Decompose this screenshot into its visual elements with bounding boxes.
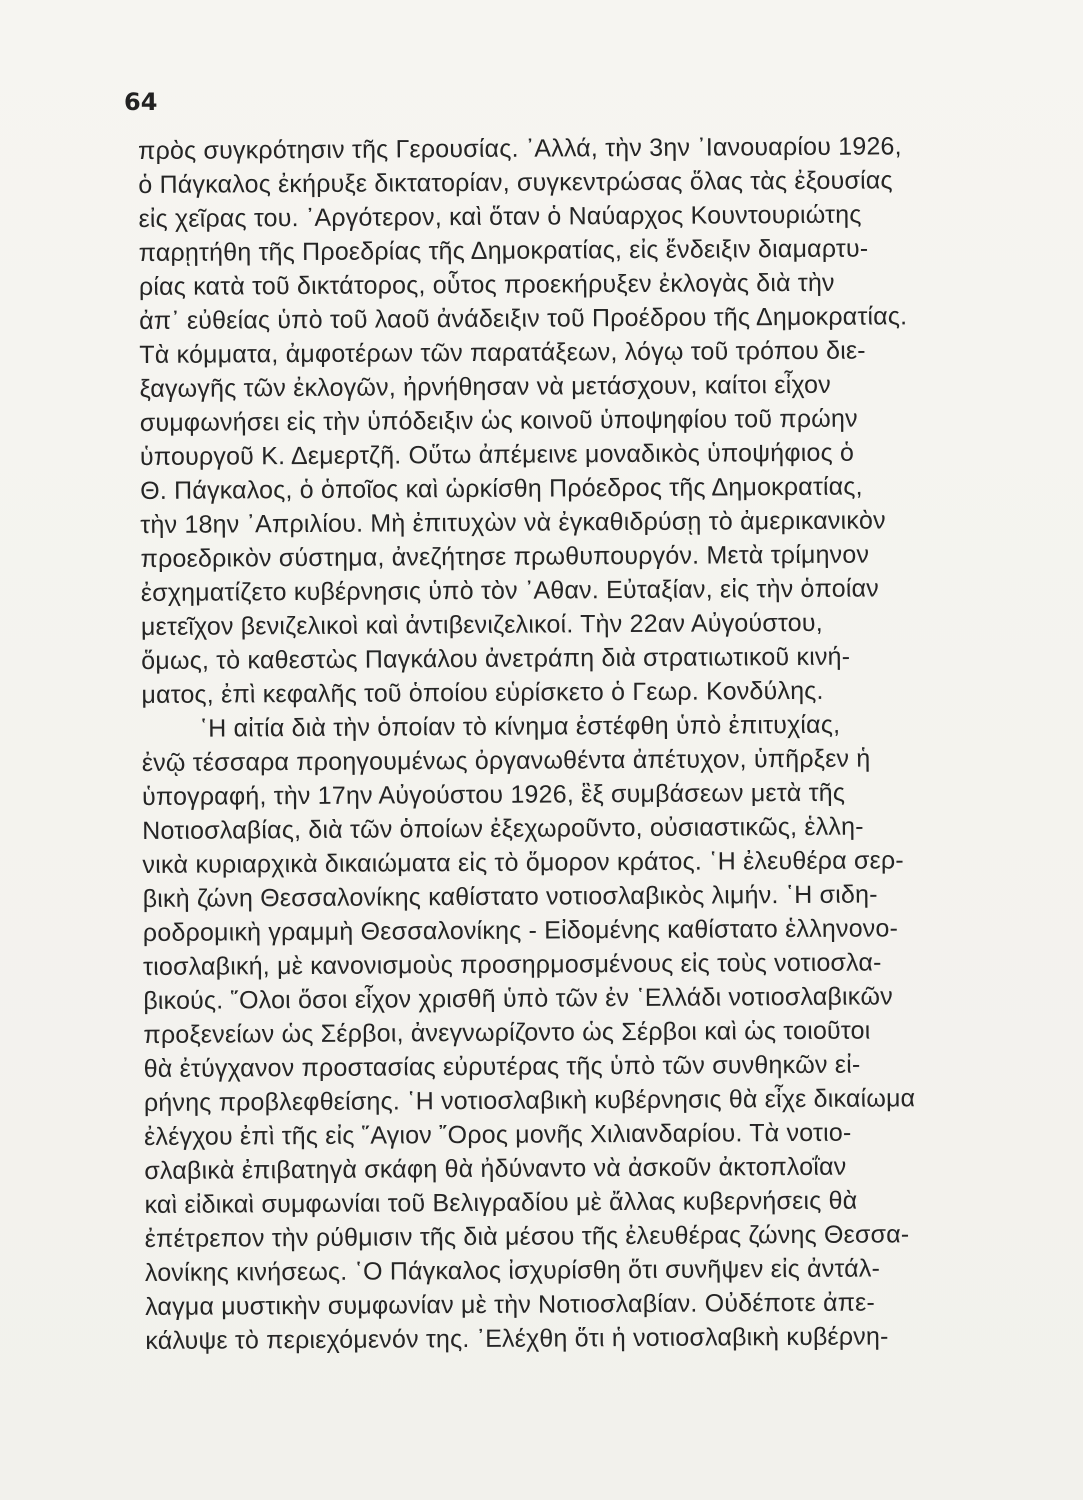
body-line: ὑπογραφή, τὴν 17ην Αὐγούστου 1926, ἓξ συμβάσεων μετὰ τῆς [141,778,846,811]
body-line: προεδρικὸν σύστημα, ἀνεζήτησε πρωθυπουργόν. Μετὰ τρίμηνον [140,540,870,573]
body-line: Τὰ κόμματα, ἀμφοτέρων τῶν παρατάξεων, λόγῳ τοῦ τρόπου διε- [139,336,866,369]
body-line: ὅμως, τὸ καθεστὼς Παγκάλου ἀνετράπη διὰ στρατιωτικοῦ κινή- [141,642,851,675]
body-line: ἐλέγχου ἐπὶ τῆς εἰς ῞Αγιον ῎Ορος μονῆς Χιλιανδαρίου. Τὰ νοτιο- [144,1118,852,1151]
body-line: ἀπ᾿ εὐθείας ὑπὸ τοῦ λαοῦ ἀνάδειξιν τοῦ Προέδρου τῆς Δημοκρατίας. [139,302,908,335]
page-number: 64 [124,88,158,116]
body-line: ρίας κατὰ τοῦ δικτάτορος, οὗτος προεκήρυξεν ἐκλογὰς διὰ τὴν [138,268,835,301]
body-line: συμφωνήσει εἰς τὴν ὑπόδειξιν ὡς κοινοῦ ὑποψηφίου τοῦ πρώην [139,404,858,437]
body-line: καὶ εἰδικαὶ συμφωνίαι τοῦ Βελιγραδίου μὲ ἄλλας κυβερνήσεις θὰ [144,1186,858,1219]
body-line: ξαγωγῆς τῶν ἐκλογῶν, ἠρνήθησαν νὰ μετάσχουν, καίτοι εἶχον [139,370,831,403]
body-line: μετεῖχον βενιζελικοὶ καὶ ἀντιβενιζελικοί. Τὴν 22αν Αὐγούστου, [140,608,823,641]
body-line: νικὰ κυριαρχικὰ δικαιώματα εἰς τὸ ὅμορον κράτος. ῾Η ἐλευθέρα σερ- [142,846,904,879]
paragraph-start-line: ῾Η αἰτία διὰ τὴν ὁποίαν τὸ κίνημα ἐστέφθη ὑπὸ ἐπιτυχίας, [199,710,841,743]
body-line: λονίκης κινήσεως. ῾Ο Πάγκαλος ἰσχυρίσθη ὅτι συνῆψεν εἰς ἀντάλ- [144,1254,881,1287]
body-line: πρὸς συγκρότησιν τῆς Γερουσίας. ᾿Αλλά, τὴν 3ην ᾿Ιανουαρίου 1926, [138,132,902,165]
body-line: ὑπουργοῦ Κ. Δεμερτζῆ. Οὕτω ἀπέμεινε μοναδικὸς ὑποψήφιος ὁ [139,438,855,471]
document-body-text [138,129,990,1358]
body-line: προξενείων ὡς Σέρβοι, ἀνεγνωρίζοντο ὡς Σέρβοι καὶ ὡς τοιοῦτοι [143,1016,871,1049]
body-line: θὰ ἐτύγχανον προστασίας εὐρυτέρας τῆς ὑπὸ τῶν συνθηκῶν εἰ- [143,1050,861,1083]
body-line: βικὴ ζώνη Θεσσαλονίκης καθίστατο νοτιοσλαβικὸς λιμήν. ῾Η σιδη- [142,880,878,913]
body-line: τὴν 18ην ᾿Απριλίου. Μὴ ἐπιτυχὼν νὰ ἐγκαθιδρύσῃ τὸ ἀμερικανικὸν [140,506,886,539]
body-line: λαγμα μυστικὴν συμφωνίαν μὲ τὴν Νοτιοσλαβίαν. Οὐδέποτε ἀπε- [145,1288,876,1321]
body-line: παρῃτήθη τῆς Προεδρίας τῆς Δημοκρατίας, εἰς ἔνδειξιν διαμαρτυ- [138,234,869,267]
body-line: ἐπέτρεπον τὴν ρύθμισιν τῆς διὰ μέσου τῆς ἐλευθέρας ζώνης Θεσσα- [144,1220,910,1253]
body-line: ρήνης προβλεφθείσης. ῾Η νοτιοσλαβικὴ κυβέρνησις θὰ εἶχε δικαίωμα [143,1084,916,1117]
body-line: εἰς χεῖρας του. ᾿Αργότερον, καὶ ὅταν ὁ Ναύαρχος Κουντουριώτης [138,200,862,233]
body-line: βικούς. ῞Ολοι ὅσοι εἶχον χρισθῆ ὑπὸ τῶν ἐν ῾Ελλάδι νοτιοσλαβικῶν [143,982,893,1015]
body-line: σλαβικὰ ἐπιβατηγὰ σκάφη θὰ ἠδύναντο νὰ ἀσκοῦν ἀκτοπλοΐαν [144,1152,847,1185]
body-line: ματος, ἐπὶ κεφαλῆς τοῦ ὁποίου εὑρίσκετο ὁ Γεωρ. Κονδύλης. [141,676,824,709]
body-line: Νοτιοσλαβίας, διὰ τῶν ὁποίων ἐξεχωροῦντο, οὐσιαστικῶς, ἑλλη- [142,812,864,845]
body-line: τιοσλαβική, μὲ κανονισμοὺς προσηρμοσμένους εἰς τοὺς νοτιοσλα- [143,948,882,981]
body-line: ροδρομικὴ γραμμὴ Θεσσαλονίκης - Εἰδομένης καθίστατο ἑλληνονο- [142,914,899,947]
body-line: ἐσχηματίζετο κυβέρνησις ὑπὸ τὸν ᾿Αθαν. Εὐταξίαν, εἰς τὴν ὁποίαν [140,574,880,607]
body-line: Θ. Πάγκαλος, ὁ ὁποῖος καὶ ὡρκίσθη Πρόεδρος τῆς Δημοκρατίας, [140,472,863,505]
body-line: κάλυψε τὸ περιεχόμενόν της. ᾿Ελέχθη ὅτι ἡ νοτιοσλαβικὴ κυβέρνη- [145,1322,889,1355]
body-line: ὁ Πάγκαλος ἐκήρυξε δικτατορίαν, συγκεντρώσας ὅλας τὰς ἐξουσίας [138,166,893,199]
body-line: ἐνῷ τέσσαρα προηγουμένως ὀργανωθέντα ἀπέτυχον, ὑπῆρξεν ἡ [141,744,871,777]
